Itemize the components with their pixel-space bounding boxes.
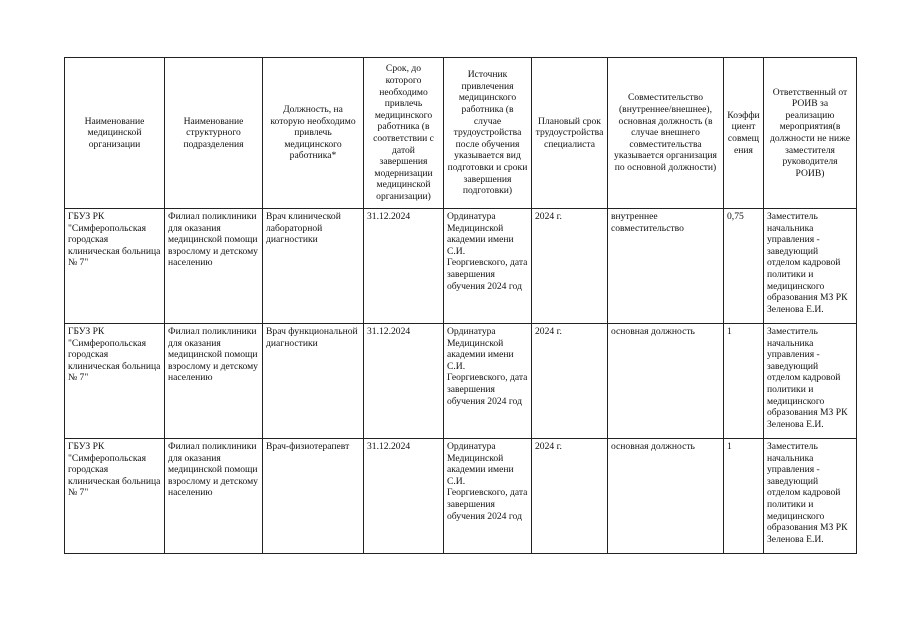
cell-responsible: Заместитель начальника управления - заведующий отделом кадровой политики и медицинского образования МЗ РК Зеленова Е.И. [764,324,857,439]
cell-position: Врач клинической лабораторной диагностики [263,209,364,324]
cell-source: Ординатура Медицинской академии имени С.И. Георгиевского, дата завершения обучения 2024 год [444,209,532,324]
table-row [65,439,857,554]
cell-coefficient: 1 [724,439,764,554]
header-responsible: Ответственный от РОИВ за реализацию мероприятия(в должности не ниже заместителя руководителя РОИВ) [764,58,857,209]
header-organization: Наименование медицинской организации [65,58,165,209]
cell-combination: основная должность [608,324,724,439]
header-coefficient: Коэффициент совмещения [724,58,764,209]
cell-deadline: 31.12.2024 [364,324,444,439]
cell-deadline: 31.12.2024 [364,209,444,324]
header-position: Должность, на которую необходимо привлечь медицинского работника* [263,58,364,209]
cell-coefficient: 1 [724,324,764,439]
cell-structural-unit: Филиал поликлиники для оказания медицинской помощи взрослому и детскому населению [165,209,263,324]
cell-deadline: 31.12.2024 [364,439,444,554]
cell-source: Ординатура Медицинской академии имени С.И. Георгиевского, дата завершения обучения 2024 год [444,439,532,554]
cell-planned-employment: 2024 г. [532,324,608,439]
header-structural-unit: Наименование структурного подразделения [165,58,263,209]
header-planned-employment: Плановый срок трудоустройства специалиста [532,58,608,209]
header-combination: Совместительство (внутреннее/внешнее), основная должность (в случае внешнего совместительства указывается организация по основной должности) [608,58,724,209]
cell-organization: ГБУЗ РК "Симферопольская городская клиническая больница № 7" [65,324,165,439]
cell-responsible: Заместитель начальника управления - заведующий отделом кадровой политики и медицинского образования МЗ РК Зеленова Е.И. [764,209,857,324]
cell-responsible: Заместитель начальника управления - заведующий отделом кадровой политики и медицинского образования МЗ РК Зеленова Е.И. [764,439,857,554]
cell-combination: основная должность [608,439,724,554]
cell-planned-employment: 2024 г. [532,209,608,324]
cell-source: Ординатура Медицинской академии имени С.И. Георгиевского, дата завершения обучения 2024 год [444,324,532,439]
cell-organization: ГБУЗ РК "Симферопольская городская клиническая больница № 7" [65,209,165,324]
staffing-table [64,57,857,554]
cell-position: Врач функциональной диагностики [263,324,364,439]
table-header-row [65,58,857,209]
table-row [65,324,857,439]
header-source: Источник привлечения медицинского работника (в случае трудоустройства после обучения указывается вид подготовки и сроки завершения подготовки) [444,58,532,209]
header-deadline: Срок, до которого необходимо привлечь медицинского работника (в соответствии с датой завершения модернизации медицинской организации) [364,58,444,209]
cell-structural-unit: Филиал поликлиники для оказания медицинской помощи взрослому и детскому населению [165,439,263,554]
cell-coefficient: 0,75 [724,209,764,324]
cell-planned-employment: 2024 г. [532,439,608,554]
cell-combination: внутреннее совместительство [608,209,724,324]
cell-structural-unit: Филиал поликлиники для оказания медицинской помощи взрослому и детскому населению [165,324,263,439]
cell-organization: ГБУЗ РК "Симферопольская городская клиническая больница № 7" [65,439,165,554]
table-row [65,209,857,324]
cell-position: Врач-физиотерапевт [263,439,364,554]
